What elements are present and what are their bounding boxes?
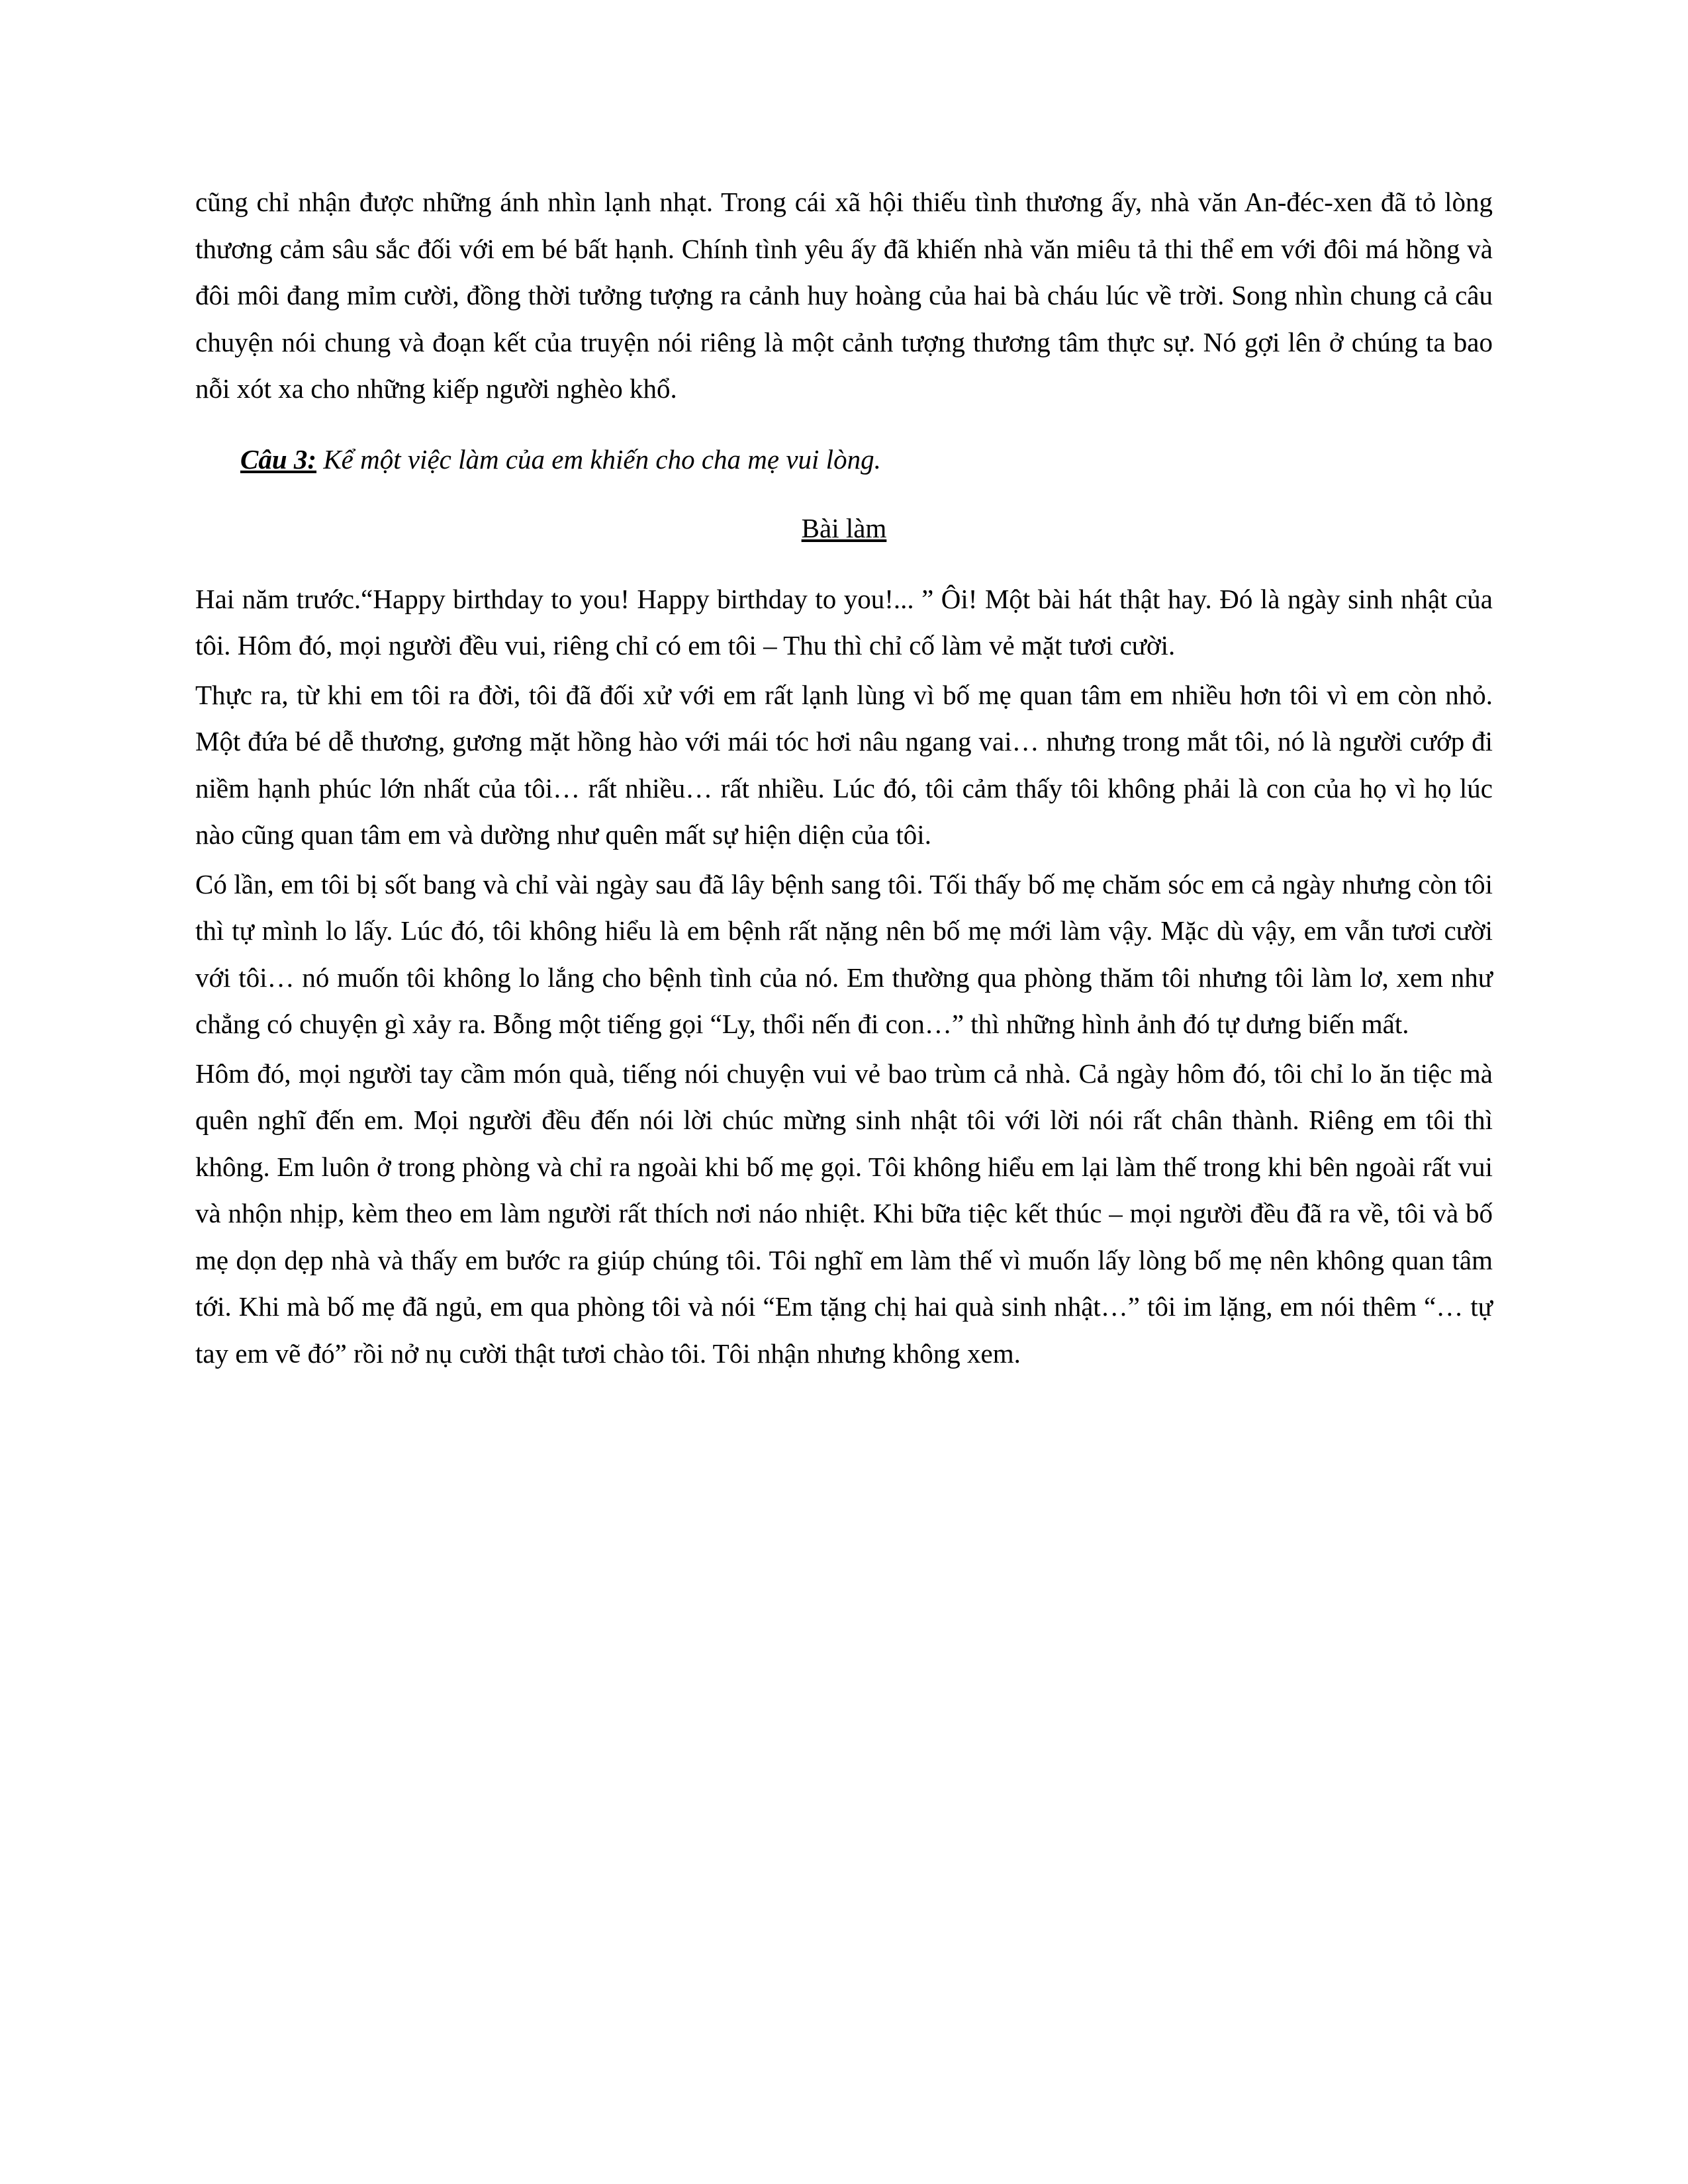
question-text: Kể một việc làm của em khiến cho cha mẹ vui lòng. — [316, 443, 881, 475]
document-body — [195, 179, 1493, 1377]
question-line — [195, 436, 1493, 483]
answer-paragraph-1: Hai năm trước.“Happy birthday to you! Happy birthday to you!... ” Ôi! Một bài hát thật hay. Đó là ngày sinh nhật của tôi. Hôm đó, mọi người đều vui, riêng chỉ có em tôi – Thu thì chỉ cố làm vẻ mặt tươi cười. — [195, 583, 1493, 661]
answer-paragraph-3: Có lần, em tôi bị sốt bang và chỉ vài ngày sau đã lây bệnh sang tôi. Tối thấy bố mẹ chăm sóc em cả ngày nhưng còn tôi thì tự mình lo lấy. Lúc đó, tôi không hiểu là em bệnh rất nặng nên bố mẹ mới làm vậy. Mặc dù vậy, em vẫn tươi cười với tôi… nó muốn tôi không lo lắng cho bệnh tình của nó. Em thường qua phòng thăm tôi nhưng tôi làm lơ, xem như chẳng có chuyện gì xảy ra. Bỗng một tiếng gọi “Ly, thổi nến đi con…” thì những hình ảnh đó tự dưng biến mất. — [195, 868, 1493, 1040]
answer-heading — [195, 505, 1493, 552]
answer-paragraph-4: Hôm đó, mọi người tay cầm món quà, tiếng nói chuyện vui vẻ bao trùm cả nhà. Cả ngày hôm đó, tôi chỉ lo ăn tiệc mà quên nghĩ đến em. Mọi người đều đến nói lời chúc mừng sinh nhật tôi với lời nói rất chân thành. Riêng em tôi thì không. Em luôn ở trong phòng và chỉ ra ngoài khi bố mẹ gọi. Tôi không hiểu em lại làm thế trong khi bên ngoài rất vui và nhộn nhịp, kèm theo em làm người rất thích nơi náo nhiệt. Khi bữa tiệc kết thúc – mọi người đều đã ra về, tôi và bố mẹ dọn dẹp nhà và thấy em bước ra giúp chúng tôi. Tôi nghĩ em làm thế vì muốn lấy lòng bố mẹ nên không quan tâm tới. Khi mà bố mẹ đã ngủ, em qua phòng tôi và nói “Em tặng chị hai quà sinh nhật…” tôi im lặng, em nói thêm “… tự tay em vẽ đó” rồi nở nụ cười thật tươi chào tôi. Tôi nhận nhưng không xem. — [195, 1058, 1493, 1369]
question-label: Câu 3: — [240, 443, 317, 475]
answer-paragraph-2: Thực ra, từ khi em tôi ra đời, tôi đã đối xử với em rất lạnh lùng vì bố mẹ quan tâm em nhiều hơn tôi vì em còn nhỏ. Một đứa bé dễ thương, gương mặt hồng hào với mái tóc hơi nâu ngang vai… nhưng trong mắt tôi, nó là người cướp đi niềm hạnh phúc lớn nhất của tôi… rất nhiều… rất nhiều. Lúc đó, tôi cảm thấy tôi không phải là con của họ vì họ lúc nào cũng quan tâm em và dường như quên mất sự hiện diện của tôi. — [195, 679, 1493, 850]
answer-heading-text: Bài làm — [801, 513, 887, 544]
intro-paragraph: cũng chỉ nhận được những ánh nhìn lạnh nhạt. Trong cái xã hội thiếu tình thương ấy, nhà văn An-đéc-xen đã tỏ lòng thương cảm sâu sắc đối với em bé bất hạnh. Chính tình yêu ấy đã khiến nhà văn miêu tả thi thể em với đôi má hồng và đôi môi đang mỉm cười, đồng thời tưởng tượng ra cảnh huy hoàng của hai bà cháu lúc về trời. Song nhìn chung cả câu chuyện nói chung và đoạn kết của truyện nói riêng là một cảnh tượng thương tâm thực sự. Nó gợi lên ở chúng ta bao nỗi xót xa cho những kiếp người nghèo khổ. — [195, 187, 1493, 404]
